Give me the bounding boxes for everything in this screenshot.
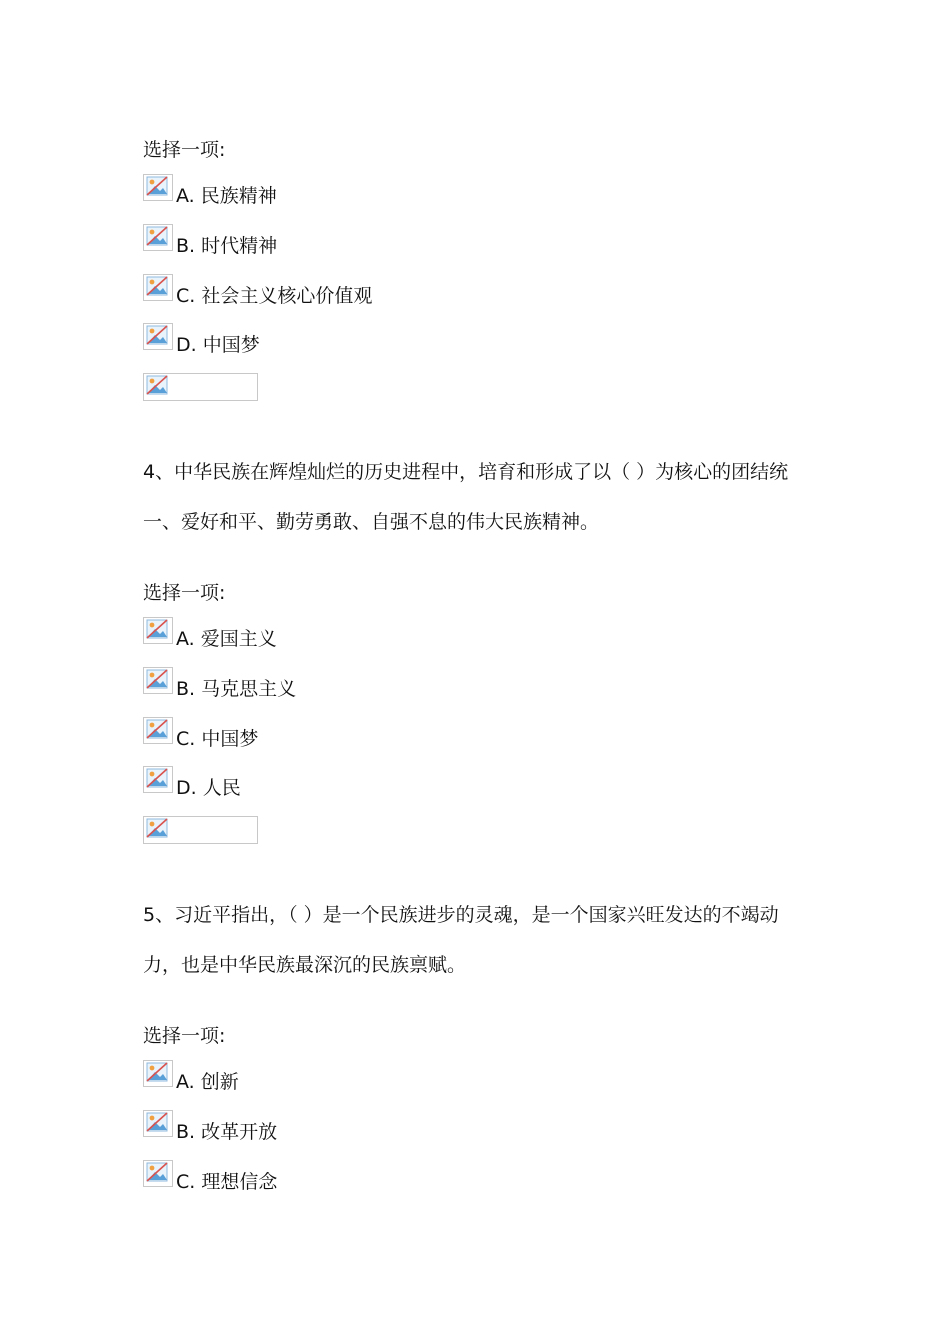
broken-image-icon [146, 818, 170, 840]
q5-option-a-radio-icon[interactable] [143, 1060, 173, 1087]
q4-option-b-label[interactable]: B. 马克思主义 [176, 678, 297, 700]
q4-select-label: 选择一项: [143, 582, 226, 604]
q3-option-d-radio-icon[interactable] [143, 323, 173, 350]
q5-question-line-2: 力，也是中华民族最深沉的民族禀赋。 [143, 954, 467, 976]
q3-option-a-label[interactable]: A. 民族精神 [176, 185, 277, 207]
q3-option-d-label[interactable]: D. 中国梦 [176, 334, 260, 356]
q3-answer-image-box [143, 373, 258, 401]
q4-question-line-2: 一、爱好和平、勤劳勇敢、自强不息的伟大民族精神。 [143, 511, 600, 533]
q5-option-c-label[interactable]: C. 理想信念 [176, 1171, 278, 1193]
q4-option-b-radio-icon[interactable] [143, 667, 173, 694]
q5-option-c-radio-icon[interactable] [143, 1160, 173, 1187]
q4-option-a-radio-icon[interactable] [143, 617, 173, 644]
q5-question-line-1: 5、习近平指出，（ ）是一个民族进步的灵魂，是一个国家兴旺发达的不竭动 [143, 904, 779, 926]
q4-option-a-label[interactable]: A. 爱国主义 [176, 628, 277, 650]
q5-option-b-radio-icon[interactable] [143, 1110, 173, 1137]
q4-answer-image-box [143, 816, 258, 844]
q4-question-line-1: 4、中华民族在辉煌灿烂的历史进程中，培育和形成了以（ ）为核心的团结统 [143, 461, 789, 483]
q3-option-b-label[interactable]: B. 时代精神 [176, 235, 278, 257]
q5-option-b-label[interactable]: B. 改革开放 [176, 1121, 278, 1143]
q5-select-label: 选择一项: [143, 1025, 226, 1047]
broken-image-icon [146, 375, 170, 397]
q3-option-c-label[interactable]: C. 社会主义核心价值观 [176, 285, 373, 307]
q3-option-a-radio-icon[interactable] [143, 174, 173, 201]
q3-select-label: 选择一项: [143, 139, 226, 161]
q4-option-c-label[interactable]: C. 中国梦 [176, 728, 259, 750]
q4-option-c-radio-icon[interactable] [143, 717, 173, 744]
q3-option-b-radio-icon[interactable] [143, 224, 173, 251]
q3-option-c-radio-icon[interactable] [143, 274, 173, 301]
q5-option-a-label[interactable]: A. 创新 [176, 1071, 239, 1093]
q4-option-d-label[interactable]: D. 人民 [176, 777, 241, 799]
q4-option-d-radio-icon[interactable] [143, 766, 173, 793]
